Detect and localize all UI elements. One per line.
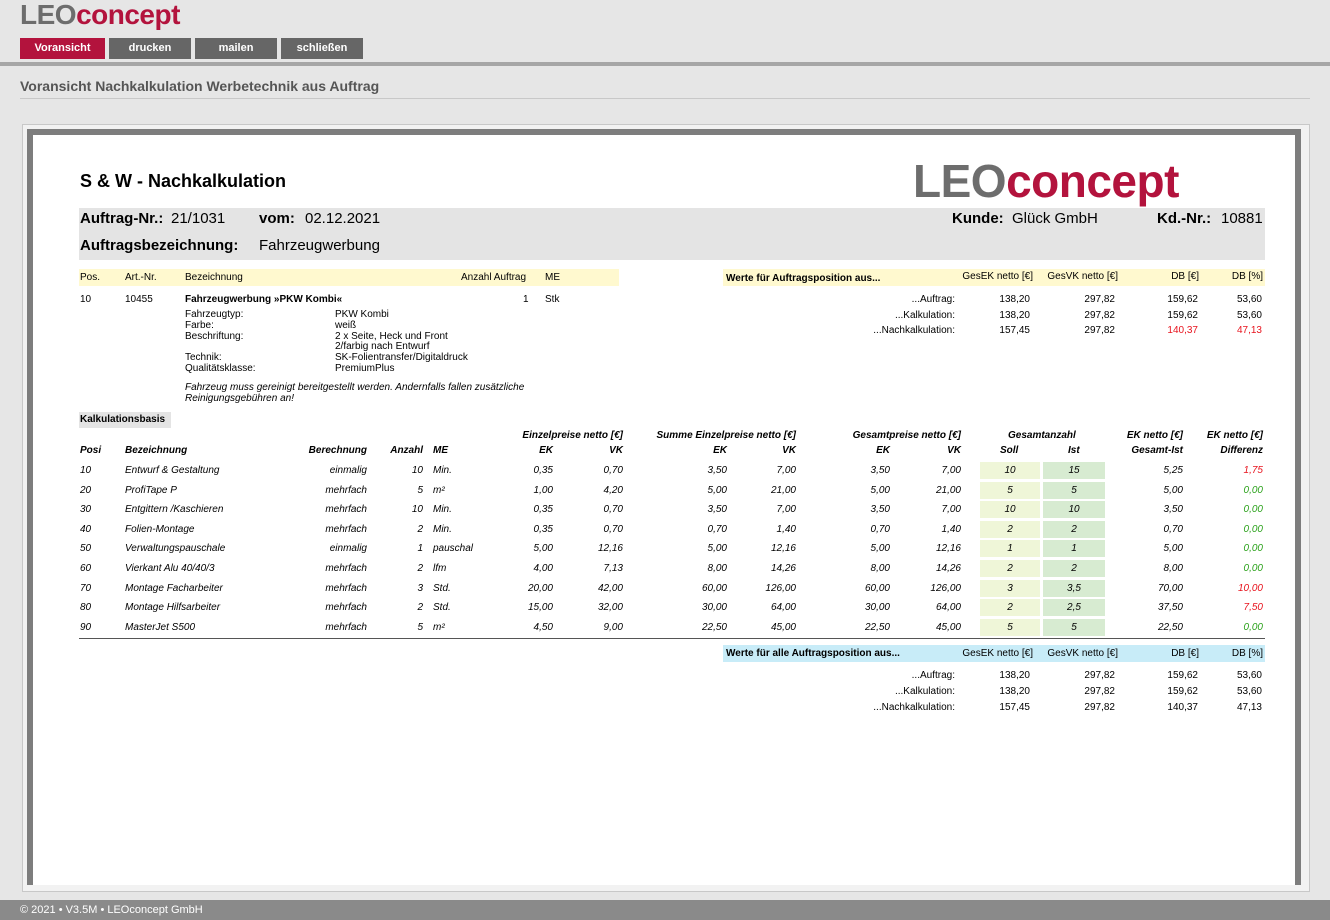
position-description: Fahrzeugwerbung »PKW Kombi« (185, 294, 343, 305)
values-row-db: 140,37 (1167, 702, 1198, 713)
row-g-vk: 21,00 (935, 485, 961, 496)
col-ist: Ist (1068, 445, 1080, 456)
row-differenz: 1,75 (1243, 465, 1263, 476)
row-e-vk: 32,00 (597, 602, 623, 613)
row-description: Montage Facharbeiter (125, 583, 223, 594)
row-e-ek: 0,35 (533, 524, 553, 535)
values-row-vk: 297,82 (1084, 670, 1115, 681)
values-pos-col-vk: GesVK netto [€] (1047, 271, 1118, 282)
row-g-ek: 30,00 (864, 602, 890, 613)
row-s-vk: 14,26 (770, 563, 796, 574)
row-differenz: 0,00 (1243, 524, 1263, 535)
row-gesamt-ist: 5,00 (1163, 485, 1183, 496)
values-row-ek: 138,20 (999, 686, 1030, 697)
row-e-ek: 0,35 (533, 465, 553, 476)
values-row-ek: 157,45 (999, 702, 1030, 713)
row-posi: 50 (80, 543, 92, 554)
row-s-vk: 1,40 (776, 524, 796, 535)
kalk-section-label: Kalkulationsbasis (80, 414, 166, 425)
group-gesamt: Gesamtpreise netto [€] (852, 430, 961, 441)
row-differenz: 0,00 (1243, 485, 1263, 496)
row-soll: 1 (1007, 543, 1013, 554)
kalk-bottom-rule (79, 638, 1265, 639)
position-header-band (79, 269, 619, 286)
values-row-dbp: 53,60 (1236, 310, 1262, 321)
row-ist: 15 (1068, 465, 1080, 476)
row-e-ek: 15,00 (527, 602, 553, 613)
values-row-vk: 297,82 (1084, 702, 1115, 713)
row-gesamt-ist: 5,00 (1163, 543, 1183, 554)
row-g-ek: 22,50 (864, 622, 890, 633)
date-label: vom: (259, 210, 295, 227)
row-description: MasterJet S500 (125, 622, 196, 633)
col-g-vk: VK (947, 445, 961, 456)
title-divider (20, 98, 1310, 99)
row-g-ek: 3,50 (870, 504, 890, 515)
order-date: 02.12.2021 (305, 210, 381, 227)
order-designation: Fahrzeugwerbung (259, 237, 380, 254)
row-description: Folien-Montage (125, 524, 195, 535)
row-unit: lfm (433, 563, 447, 574)
row-calculation: mehrfach (325, 583, 367, 594)
detail-value: 2/farbig nach Entwurf (335, 341, 430, 352)
row-unit: pauschal (433, 543, 474, 554)
position-note-line-2: Reinigungsgebühren an! (185, 393, 294, 404)
row-differenz: 0,00 (1243, 504, 1263, 515)
col-pos: Pos. (80, 272, 101, 283)
values-all-col-db: DB [€] (1171, 648, 1199, 659)
row-unit: m² (433, 622, 445, 633)
row-s-ek: 8,00 (707, 563, 727, 574)
row-calculation: mehrfach (325, 485, 367, 496)
col-order-qty: Anzahl Auftrag (461, 272, 527, 283)
row-description: Verwaltungspauschale (125, 543, 226, 554)
col-berechnung: Berechnung (308, 445, 367, 456)
row-posi: 60 (80, 563, 92, 574)
position-unit: Stk (545, 294, 560, 305)
footer-text: © 2021 • V3.5M • LEOconcept GmbH (20, 904, 203, 916)
row-posi: 80 (80, 602, 92, 613)
doc-logo-leo: LEO (913, 155, 1007, 207)
row-soll: 5 (1007, 485, 1013, 496)
row-calculation: mehrfach (325, 504, 367, 515)
row-soll: 2 (1007, 524, 1013, 535)
footer (0, 900, 1330, 920)
row-e-vk: 12,16 (597, 543, 623, 554)
values-pos-header: Werte für Auftragsposition aus... (726, 273, 881, 284)
row-qty: 5 (417, 485, 423, 496)
document-logo (913, 153, 1179, 209)
document-title: S & W - Nachkalkulation (80, 171, 287, 191)
group-ek: EK netto [€] (1126, 430, 1183, 441)
row-calculation: einmalig (329, 543, 367, 554)
row-s-vk: 45,00 (770, 622, 796, 633)
row-posi: 20 (80, 485, 92, 496)
row-unit: Min. (433, 504, 452, 515)
row-g-vk: 7,00 (941, 504, 961, 515)
row-soll: 2 (1007, 602, 1013, 613)
row-qty: 3 (417, 583, 423, 594)
logo-text-concept: concept (76, 0, 180, 30)
row-differenz: 0,00 (1243, 622, 1263, 633)
row-posi: 10 (80, 465, 92, 476)
position-qty: 1 (523, 294, 529, 305)
row-gesamt-ist: 5,25 (1163, 465, 1183, 476)
row-differenz: 10,00 (1237, 583, 1263, 594)
row-description: Entgittern /Kaschieren (125, 504, 224, 515)
row-e-vk: 4,20 (603, 485, 623, 496)
row-unit: Min. (433, 524, 452, 535)
values-row-vk: 297,82 (1084, 686, 1115, 697)
col-e-vk: VK (609, 445, 623, 456)
row-e-ek: 4,00 (533, 563, 553, 574)
row-unit: Min. (433, 465, 452, 476)
row-description: Entwurf & Gestaltung (125, 465, 220, 476)
row-ist: 2 (1071, 563, 1077, 574)
order-no-label: Auftrag-Nr.: (80, 210, 164, 227)
col-e-ek: EK (539, 445, 553, 456)
designation-label: Auftragsbezeichnung: (80, 237, 239, 254)
col-gesamt-ist: Gesamt-Ist (1131, 445, 1183, 456)
row-e-ek: 4,50 (533, 622, 553, 633)
row-gesamt-ist: 22,50 (1157, 622, 1183, 633)
row-calculation: einmalig (329, 465, 367, 476)
customer-label: Kunde: (952, 210, 1004, 227)
row-g-vk: 64,00 (935, 602, 961, 613)
row-g-ek: 5,00 (870, 485, 890, 496)
customer-no: 10881 (1221, 210, 1263, 227)
row-s-ek: 0,70 (707, 524, 727, 535)
values-row-label: ...Kalkulation: (894, 686, 955, 697)
row-s-ek: 3,50 (707, 465, 727, 476)
values-row-label: ...Nachkalkulation: (873, 702, 955, 713)
row-s-ek: 22,50 (701, 622, 727, 633)
row-g-ek: 8,00 (870, 563, 890, 574)
row-description: Vierkant Alu 40/40/3 (125, 563, 215, 574)
row-g-ek: 5,00 (870, 543, 890, 554)
row-e-ek: 0,35 (533, 504, 553, 515)
row-e-ek: 5,00 (533, 543, 553, 554)
values-all-col-dbp: DB [%] (1231, 648, 1263, 659)
values-row-label: ...Nachkalkulation: (873, 325, 955, 336)
values-row-dbp: 53,60 (1236, 686, 1262, 697)
row-s-vk: 7,00 (776, 504, 796, 515)
print-button[interactable]: drucken (109, 38, 191, 59)
row-s-vk: 12,16 (770, 543, 796, 554)
app-logo (20, 0, 180, 32)
values-pos-col-db: DB [€] (1171, 271, 1199, 282)
logo-text-leo: LEO (20, 0, 77, 30)
values-row-dbp: 53,60 (1236, 294, 1262, 305)
values-pos-col-dbp: DB [%] (1231, 271, 1263, 282)
row-soll: 10 (1004, 504, 1016, 515)
row-g-ek: 60,00 (864, 583, 890, 594)
row-s-ek: 30,00 (701, 602, 727, 613)
detail-label: Qualitätsklasse: (185, 363, 256, 374)
document-preview[interactable] (27, 129, 1301, 885)
col-s-ek: EK (713, 445, 727, 456)
detail-label: Technik: (185, 352, 222, 363)
row-s-ek: 3,50 (707, 504, 727, 515)
row-calculation: mehrfach (325, 524, 367, 535)
row-calculation: mehrfach (325, 602, 367, 613)
row-g-ek: 0,70 (870, 524, 890, 535)
preview-button[interactable]: Voransicht (20, 38, 105, 59)
detail-value: weiß (335, 320, 357, 331)
row-qty: 10 (411, 504, 423, 515)
row-differenz: 0,00 (1243, 543, 1263, 554)
group-anzahl: Gesamtanzahl (1008, 430, 1076, 441)
row-posi: 30 (80, 504, 92, 515)
detail-value: PremiumPlus (335, 363, 395, 374)
row-description: Montage Hilfsarbeiter (125, 602, 221, 613)
col-bezeichnung: Bezeichnung (125, 445, 188, 456)
row-differenz: 7,50 (1243, 602, 1263, 613)
row-s-vk: 7,00 (776, 465, 796, 476)
values-row-vk: 297,82 (1084, 325, 1115, 336)
doc-logo-concept: concept (1006, 155, 1179, 207)
row-calculation: mehrfach (325, 563, 367, 574)
toolbar-divider (0, 62, 1330, 66)
position-note-line-1: Fahrzeug muss gereinigt bereitgestellt werden. Andernfalls fallen zusätzliche (185, 382, 525, 393)
values-row-ek: 157,45 (999, 325, 1030, 336)
row-e-ek: 20,00 (527, 583, 553, 594)
customer-no-label: Kd.-Nr.: (1157, 210, 1212, 227)
row-e-vk: 7,13 (603, 563, 623, 574)
col-art-no: Art.-Nr. (125, 272, 157, 283)
order-no: 21/1031 (171, 210, 226, 227)
toolbar (20, 38, 363, 59)
detail-label: Farbe: (185, 320, 214, 331)
row-unit: Std. (433, 602, 451, 613)
row-qty: 10 (411, 465, 423, 476)
row-s-ek: 60,00 (701, 583, 727, 594)
row-e-ek: 1,00 (533, 485, 553, 496)
values-row-ek: 138,20 (999, 310, 1030, 321)
row-qty: 2 (417, 563, 423, 574)
row-soll: 5 (1007, 622, 1013, 633)
row-g-vk: 12,16 (935, 543, 961, 554)
row-g-vk: 45,00 (935, 622, 961, 633)
values-row-db: 140,37 (1167, 325, 1198, 336)
values-row-db: 159,62 (1167, 670, 1198, 681)
row-s-vk: 21,00 (770, 485, 796, 496)
position-art-no: 10455 (125, 294, 153, 305)
row-soll: 3 (1007, 583, 1013, 594)
detail-label: Fahrzeugtyp: (185, 309, 244, 320)
row-ist: 2,5 (1067, 602, 1081, 613)
detail-value: PKW Kombi (335, 309, 389, 320)
row-qty: 1 (417, 543, 423, 554)
group-summe: Summe Einzelpreise netto [€] (656, 430, 796, 441)
row-s-vk: 64,00 (770, 602, 796, 613)
row-calculation: mehrfach (325, 622, 367, 633)
row-s-vk: 126,00 (765, 583, 796, 594)
detail-value: 2 x Seite, Heck und Front (335, 331, 448, 342)
row-e-vk: 42,00 (597, 583, 623, 594)
row-s-ek: 5,00 (707, 485, 727, 496)
row-ist: 5 (1071, 622, 1077, 633)
row-description: ProfiTape P (125, 485, 177, 496)
mail-button[interactable]: mailen (195, 38, 277, 59)
row-g-vk: 7,00 (941, 465, 961, 476)
col-unit: ME (545, 272, 560, 283)
row-gesamt-ist: 70,00 (1157, 583, 1183, 594)
position-pos: 10 (80, 294, 92, 305)
col-posi: Posi (80, 445, 102, 456)
values-pos-col-ek: GesEK netto [€] (962, 271, 1033, 282)
values-row-vk: 297,82 (1084, 294, 1115, 305)
col-anzahl: Anzahl (390, 445, 423, 456)
row-gesamt-ist: 0,70 (1163, 524, 1183, 535)
close-button[interactable]: schließen (281, 38, 363, 59)
col-soll: Soll (1000, 445, 1019, 456)
detail-value: SK-Folientransfer/Digitaldruck (335, 352, 468, 363)
values-row-label: ...Auftrag: (911, 670, 955, 681)
row-gesamt-ist: 8,00 (1163, 563, 1183, 574)
row-ist: 5 (1071, 485, 1077, 496)
values-row-vk: 297,82 (1084, 310, 1115, 321)
row-gesamt-ist: 3,50 (1163, 504, 1183, 515)
values-row-ek: 138,20 (999, 294, 1030, 305)
row-g-vk: 126,00 (930, 583, 961, 594)
values-row-dbp: 47,13 (1236, 325, 1262, 336)
col-g-ek: EK (876, 445, 890, 456)
row-qty: 2 (417, 524, 423, 535)
row-posi: 70 (80, 583, 92, 594)
row-posi: 90 (80, 622, 92, 633)
row-e-vk: 0,70 (603, 465, 623, 476)
row-g-vk: 14,26 (935, 563, 961, 574)
row-posi: 40 (80, 524, 92, 535)
row-e-vk: 9,00 (603, 622, 623, 633)
values-all-col-vk: GesVK netto [€] (1047, 648, 1118, 659)
row-s-ek: 5,00 (707, 543, 727, 554)
row-e-vk: 0,70 (603, 504, 623, 515)
values-row-dbp: 53,60 (1236, 670, 1262, 681)
row-ist: 10 (1068, 504, 1080, 515)
row-qty: 5 (417, 622, 423, 633)
row-unit: m² (433, 485, 445, 496)
row-g-vk: 1,40 (941, 524, 961, 535)
detail-label: Beschriftung: (185, 331, 244, 342)
values-row-label: ...Auftrag: (911, 294, 955, 305)
row-ist: 1 (1071, 543, 1077, 554)
values-row-db: 159,62 (1167, 294, 1198, 305)
row-gesamt-ist: 37,50 (1157, 602, 1183, 613)
row-differenz: 0,00 (1243, 563, 1263, 574)
group-einzel: Einzelpreise netto [€] (522, 430, 623, 441)
row-ist: 2 (1071, 524, 1077, 535)
values-row-dbp: 47,13 (1236, 702, 1262, 713)
values-row-ek: 138,20 (999, 670, 1030, 681)
col-me: ME (433, 445, 448, 456)
row-e-vk: 0,70 (603, 524, 623, 535)
values-row-db: 159,62 (1167, 310, 1198, 321)
row-qty: 2 (417, 602, 423, 613)
values-all-header: Werte für alle Auftragsposition aus... (726, 648, 900, 659)
group-ek2: EK netto [€] (1206, 430, 1263, 441)
col-s-vk: VK (782, 445, 796, 456)
customer-name: Glück GmbH (1012, 210, 1098, 227)
row-soll: 10 (1004, 465, 1016, 476)
row-soll: 2 (1007, 563, 1013, 574)
values-row-db: 159,62 (1167, 686, 1198, 697)
values-row-label: ...Kalkulation: (894, 310, 955, 321)
row-g-ek: 3,50 (870, 465, 890, 476)
values-all-col-ek: GesEK netto [€] (962, 648, 1033, 659)
row-unit: Std. (433, 583, 451, 594)
col-differenz: Differenz (1220, 445, 1263, 456)
col-description: Bezeichnung (185, 272, 243, 283)
page-title: Voransicht Nachkalkulation Werbetechnik aus Auftrag (20, 78, 380, 94)
row-ist: 3,5 (1067, 583, 1081, 594)
